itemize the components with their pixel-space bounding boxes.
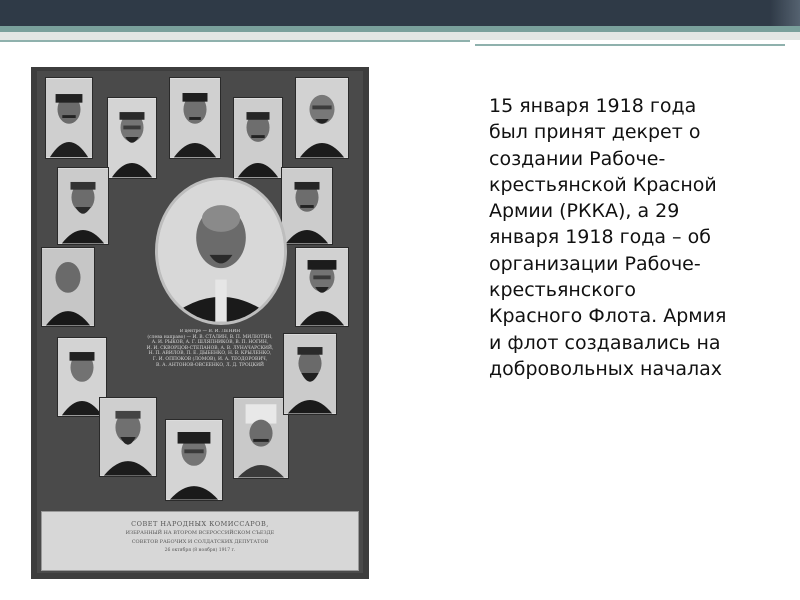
portrait xyxy=(283,333,337,415)
portrait xyxy=(281,167,333,245)
header-light-band xyxy=(0,32,800,40)
poster-panel xyxy=(37,71,363,573)
poster-caption xyxy=(135,329,285,407)
caption-line: В центре — В. И. ЛЕНИН xyxy=(179,329,241,334)
caption-line: И. И. СКВОРЦОВ-СТЕПАНОВ, А. В. ЛУНАЧАРСКИЙ, xyxy=(146,345,274,351)
portrait xyxy=(57,167,109,245)
portrait xyxy=(41,247,95,327)
portrait xyxy=(295,247,349,327)
slide-body-text: 15 января 1918 года был принят декрет о создании Рабоче- крестьянской Красной Армии (РККА), а 29 января 1918 года – об организации Рабоче- крестьянского Красного Флота. Армия и флот создавались на добровольных началах xyxy=(489,95,727,380)
poster-title-plate xyxy=(41,511,359,571)
poster-title: СОВЕТ НАРОДНЫХ КОМИССАРОВ, xyxy=(131,520,269,528)
poster-image xyxy=(31,67,369,579)
portrait xyxy=(99,397,157,477)
caption-line: Г. И. ОППОКОВ (ЛОМОВ), И. А. ТЕОДОРОВИЧ, xyxy=(152,356,268,362)
portrait xyxy=(295,77,349,159)
portrait xyxy=(45,77,93,159)
caption-line: В. А. АНТОНОВ-ОВСЕЕНКО, Л. Д. ТРОЦКИЙ xyxy=(156,362,264,368)
header-rule-left xyxy=(0,40,470,42)
caption-line: (слева направо) — И. В. СТАЛИН, В. П. МИЛЮТИН, xyxy=(147,334,273,340)
portrait xyxy=(169,77,221,159)
poster-subtitle: ИЗБРАННЫЙ НА ВТОРОМ ВСЕРОССИЙСКОМ СЪЕЗДЕ xyxy=(125,530,275,536)
header-band xyxy=(0,0,800,26)
header-rule-right xyxy=(475,44,785,46)
portrait xyxy=(233,397,289,479)
portrait xyxy=(233,97,283,179)
caption-line: А. И. РЫКОВ, А. Г. ШЛЯПНИКОВ, В. П. НОГИН, xyxy=(151,340,269,346)
poster-date: 26 октября (8 ноября) 1917 г. xyxy=(164,548,236,553)
portrait xyxy=(107,97,157,179)
poster-subtitle: СОВЕТОВ РАБОЧИХ И СОЛДАТСКИХ ДЕПУТАТОВ xyxy=(131,538,269,545)
caption-line: Н. П. АВИЛОВ, П. Е. ДЫБЕНКО, Н. В. КРЫЛЕНКО, xyxy=(148,351,272,357)
portrait xyxy=(165,419,223,501)
center-portrait xyxy=(155,177,287,325)
